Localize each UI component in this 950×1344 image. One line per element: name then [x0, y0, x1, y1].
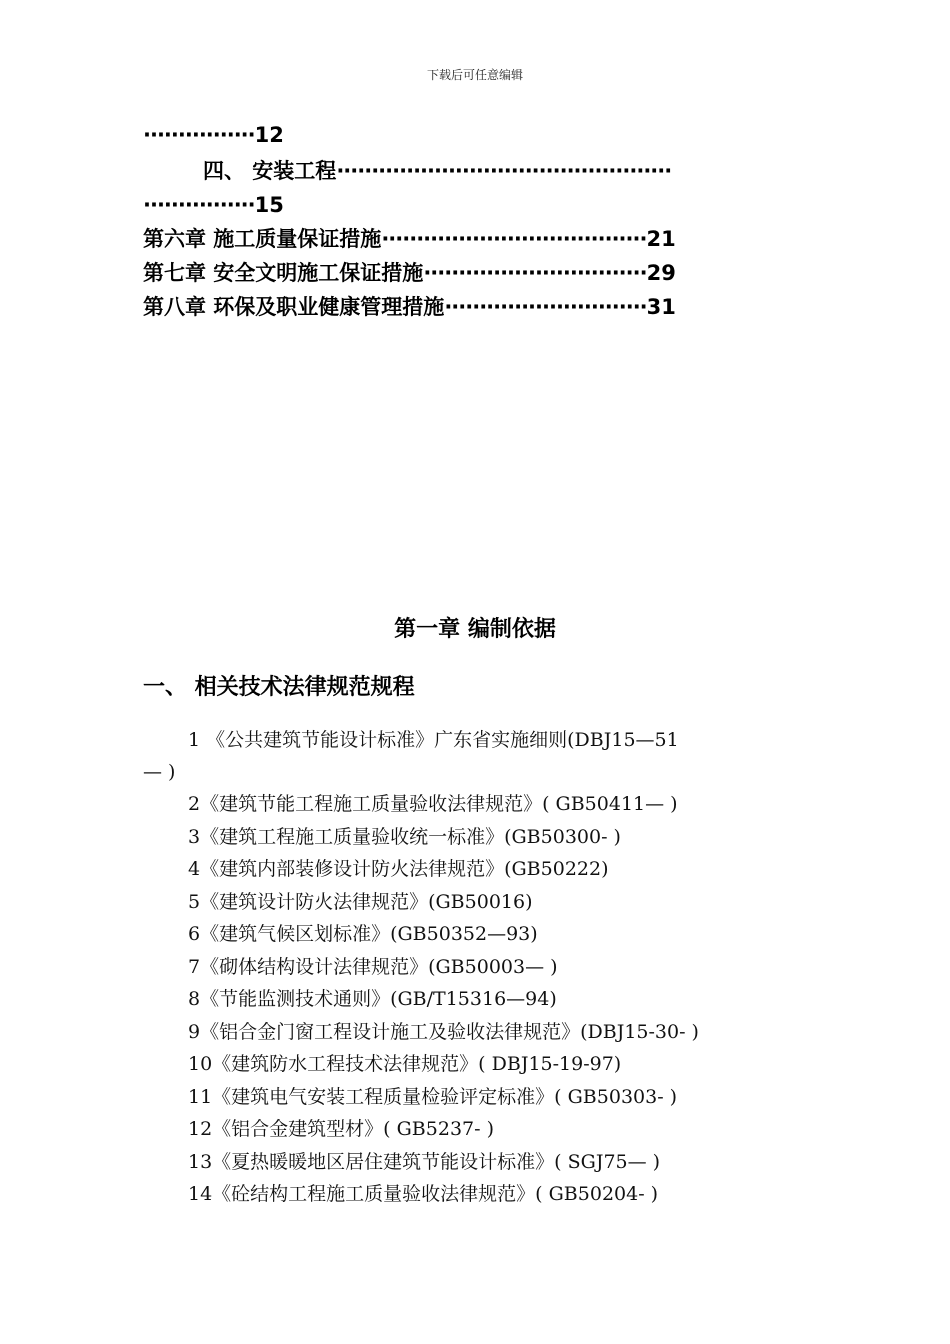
toc-dot-leader: ················: [143, 123, 255, 147]
toc-dot-leader: ································: [423, 261, 647, 285]
toc-page-number: 29: [646, 261, 676, 285]
toc-entry-chapter-7[interactable]: [143, 258, 676, 288]
toc-page-number: 15: [254, 193, 284, 217]
toc-entry-label: 第八章 环保及职业健康管理措施: [143, 295, 445, 319]
toc-page-number: 12: [254, 123, 284, 147]
toc-dot-leader: ················································: [336, 159, 672, 183]
toc-entry-chapter-6[interactable]: [143, 224, 676, 254]
toc-dot-leader: ·····························: [444, 295, 647, 319]
toc-line-continuation-2[interactable]: [143, 190, 284, 220]
reference-item-6: 6《建筑气候区划标准》(GB50352—93): [188, 923, 538, 945]
toc-entry-installation[interactable]: [203, 156, 671, 186]
chapter-title: 第一章 编制依据: [394, 617, 556, 642]
reference-item-1-continued: — ): [143, 761, 176, 783]
reference-item-14: 14《砼结构工程施工质量验收法律规范》( GB50204- ): [188, 1183, 659, 1205]
toc-dot-leader: ······································: [381, 227, 647, 251]
toc-page-number: 21: [646, 227, 676, 251]
reference-item-1: 1 《公共建筑节能设计标准》广东省实施细则(DBJ15—51: [188, 729, 679, 751]
reference-item-4: 4《建筑内部装修设计防火法律规范》(GB50222): [188, 858, 609, 880]
reference-item-12: 12《铝合金建筑型材》( GB5237- ): [188, 1118, 494, 1140]
toc-entry-label: 第七章 安全文明施工保证措施: [143, 261, 424, 285]
reference-item-5: 5《建筑设计防火法律规范》(GB50016): [188, 891, 533, 913]
toc-page-number: 31: [646, 295, 676, 319]
reference-item-10: 10《建筑防水工程技术法律规范》( DBJ15-19-97): [188, 1053, 622, 1075]
toc-entry-label: 四、 安装工程: [203, 159, 337, 183]
toc-line-continuation-1[interactable]: [143, 120, 284, 150]
reference-item-3: 3《建筑工程施工质量验收统一标准》(GB50300- ): [188, 826, 621, 848]
section-title: 一、 相关技术法律规范规程: [143, 675, 415, 700]
toc-entry-label: 第六章 施工质量保证措施: [143, 227, 382, 251]
reference-item-2: 2《建筑节能工程施工质量验收法律规范》( GB50411— ): [188, 793, 678, 815]
toc-entry-chapter-8[interactable]: [143, 292, 676, 322]
page-header: 下载后可任意编辑: [426, 68, 523, 82]
toc-dot-leader: ················: [143, 193, 255, 217]
reference-item-13: 13《夏热暖暖地区居住建筑节能设计标准》( SGJ75— ): [188, 1151, 661, 1173]
reference-item-9: 9《铝合金门窗工程设计施工及验收法律规范》(DBJ15-30- ): [188, 1021, 699, 1043]
reference-item-8: 8《节能监测技术通则》(GB/T15316—94): [188, 988, 557, 1010]
reference-item-7: 7《砌体结构设计法律规范》(GB50003— ): [188, 956, 558, 978]
reference-item-11: 11《建筑电气安装工程质量检验评定标准》( GB50303- ): [188, 1086, 678, 1108]
